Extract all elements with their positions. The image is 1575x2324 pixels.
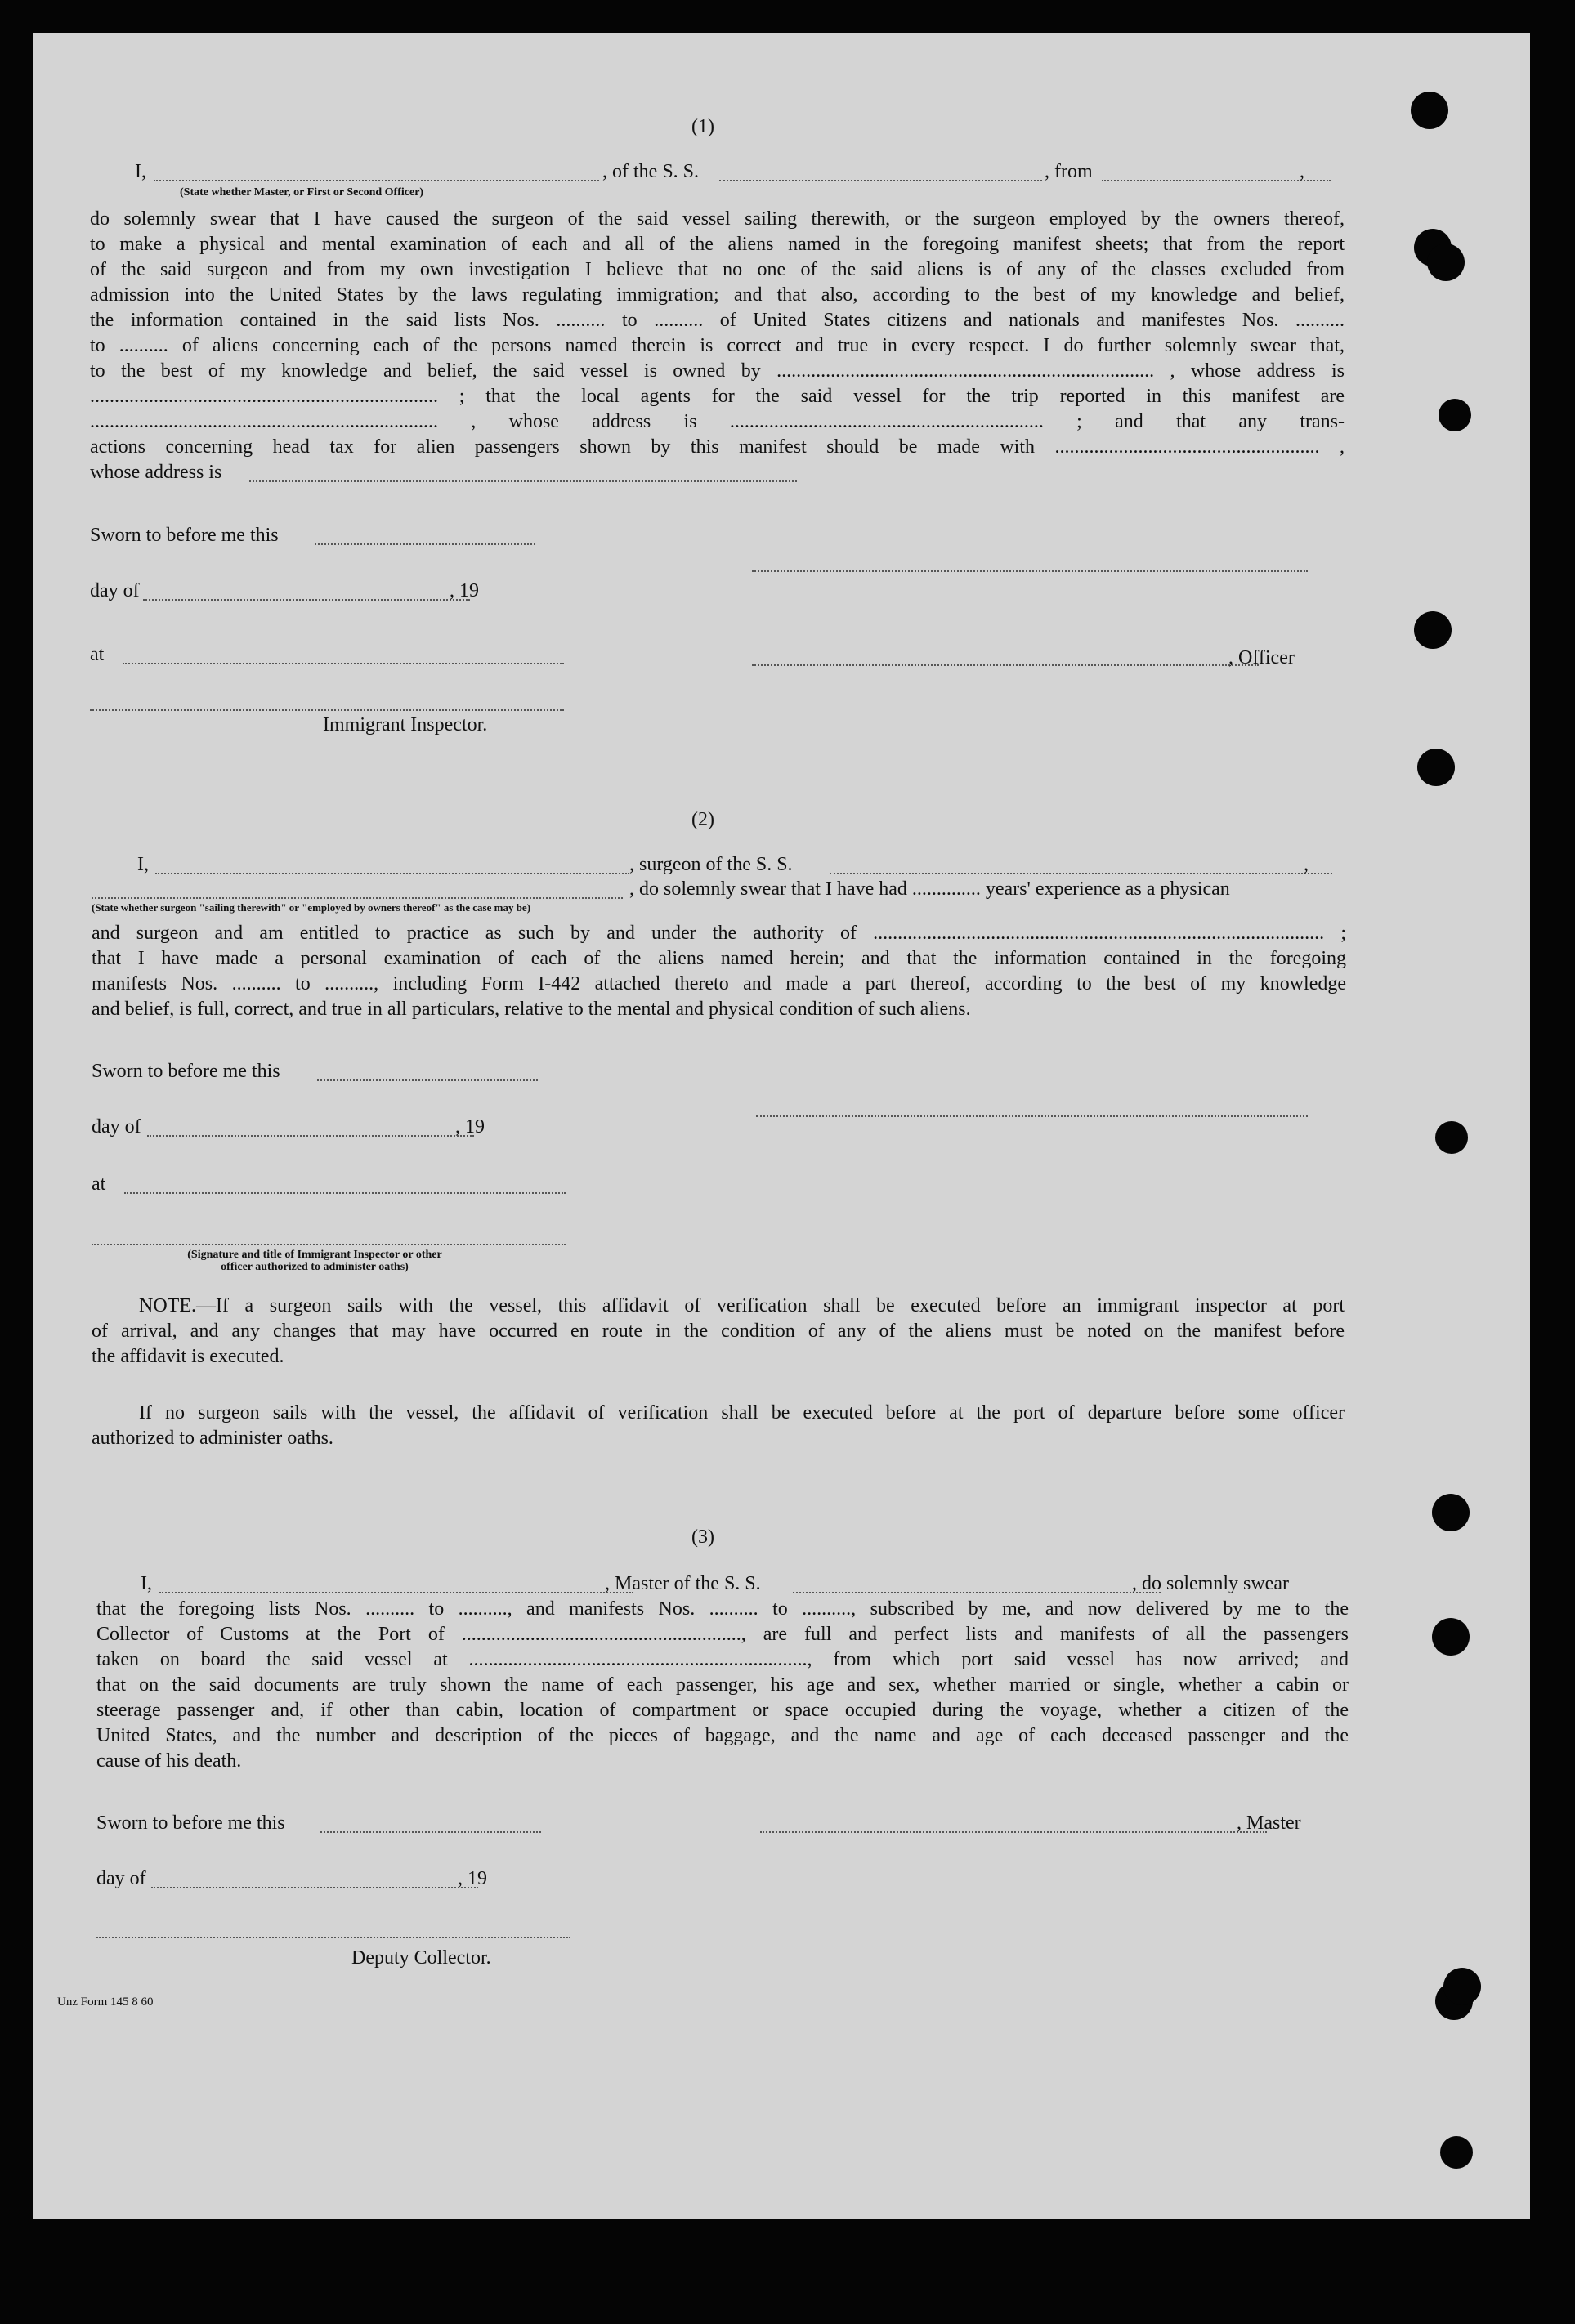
section-1-of-ss: , of the S. S. — [602, 161, 700, 182]
punch-hole — [1435, 1121, 1468, 1154]
document-page: (1) I, , of the S. S. , from , (State whether Master, or First or Second Officer) do solemnly swear that I have caused the surgeon of the said vessel sailing therewith, or the surgeon employed by the owners thereof, to make a physical and mental examination of each and all of the aliens named in the foregoing manifest sheets; that from the report of the said surgeon and from my own investigation I believe that no one of the said aliens is of any of the classes excluded from admission into the United States by the laws regulating immigration; and that also, according to the best of my knowledge and belief, the information contained in the said lists Nos. .......... to .......... of United States citizens and nationals and manifestes Nos. .......... to .......... of aliens concerning each of the persons named therein is correct and true in every respect. I do further solemnly swear that, to the best of my knowledge and belief, the said vessel is owned by ............................................................................. , whose address is ....................................................................... ; that the local agents for the said vessel for the trip reported in this manifest are ....................................................................... , whose address is ................................................................ ; and that any trans- actions concerning head tax for alien passengers shown by this manifest should be made with ...................................................... , whose address is Sworn to before me this day of , 19 at , Officer Immigrant Inspector. (2) I, , surgeon of the S. S. , , do solemnly swear that I have had .............. years' experience as a physican (State whether surgeon "sailing therewith" or "employed by owners thereof" as the case may be) and surgeon and am entitled to practice as such by and under the authority of ............................................................................................ ; that I have made a personal examination of each of the aliens named herein; and that the information contained in the foregoing manifests Nos. .......... to .........., including Form I-442 attached thereto and made a part thereof, according to the best of my knowledge and belief, is full, correct, and true in all particulars, relative to the mental and physical condition of such aliens. Sworn to before me this day of , 19 at (Signature and title of Immigrant Inspector or other officer authorized to administer oaths) NOTE.—If a surgeon sails with the vessel, this affidavit of verification shall be executed before an immigrant inspector at port of arrival, and any changes that may have occurred en route in the condition of any of the aliens must be noted on the manifest before the affidavit is executed. If no surgeon sails with the vessel, the affidavit of verification shall be executed before at the port of departure before some officer authorized to administer oaths. (3) I, , Master of the S. S. , do solemnly swear that the foregoing lists Nos. .......... to .........., and manifests Nos. .......... to .........., subscribed by me, and now delivered by me to the Collector of Customs at the Port of ........................................................., are full and perfect lists and manifests of all the passengers taken on board the said vessel at ....................................................................., from which port said vessel has now arrived; and that on the said documents are truly shown the name of each passenger, his age and sex, whether married or single, whether a cabin or steerage passenger and, if other than cabin, location of compartment or space occupied during the voyage, whether a citizen of the United States, and the number and description of the pieces of baggage, and the name and age of each deceased passenger and the cause of his death. Sworn to before me this , Master day of , 19 Deputy Collector. Unz Form 145 8 60 — [33, 33, 1530, 2219]
section-1-inspector-label: Immigrant Inspector. — [323, 714, 488, 735]
section-2-surgeon-note: (State whether surgeon "sailing therewith" or "employed by owners thereof" as the case may be) — [92, 901, 531, 914]
section-3-master-of-ss: , Master of the S. S. — [605, 1573, 761, 1594]
section-2-number: (2) — [691, 809, 714, 830]
punch-hole — [1432, 1494, 1470, 1531]
section-1-officer-note: (State whether Master, or First or Second Officer) — [180, 186, 424, 199]
punch-hole — [1417, 749, 1455, 786]
section-2-i: I, — [137, 854, 149, 875]
section-1-day-of: day of — [90, 580, 140, 601]
section-1-at: at — [90, 644, 105, 665]
punch-hole — [1443, 1968, 1481, 2005]
section-3-number: (3) — [691, 1526, 714, 1548]
section-1-sworn: Sworn to before me this — [90, 525, 279, 546]
section-1-inspector-signature — [90, 709, 564, 711]
punch-hole — [1432, 1618, 1470, 1656]
section-1-i: I, — [135, 161, 146, 182]
section-2-witness-signature — [92, 1244, 566, 1245]
punch-hole — [1414, 611, 1452, 649]
form-number: Unz Form 145 8 60 — [57, 1996, 154, 2009]
vessel-name-field — [719, 180, 1042, 181]
punch-hole — [1439, 399, 1471, 431]
section-2-surgeon-of-ss: , surgeon of the S. S. — [629, 854, 793, 875]
section-3-master-label: , Master — [1237, 1812, 1301, 1834]
surgeon-name-field — [155, 873, 629, 874]
section-2-signature-line — [756, 1115, 1308, 1117]
section-2-sig-note-1: (Signature and title of Immigrant Inspector or other — [187, 1249, 442, 1261]
section-2-at: at — [92, 1173, 106, 1195]
section-3-i: I, — [141, 1573, 152, 1594]
section-2-vessel-field — [830, 873, 1332, 874]
punch-hole — [1440, 2136, 1473, 2169]
section-1-number: (1) — [691, 116, 714, 137]
section-1-officer-label: , Officer — [1228, 647, 1295, 668]
section-1-year: , 19 — [450, 580, 479, 601]
master-name-field — [159, 1592, 633, 1593]
section-1-signature-line — [752, 570, 1308, 572]
section-2-sworn: Sworn to before me this — [92, 1061, 280, 1082]
section-2-year: , 19 — [455, 1116, 485, 1137]
departure-port-field — [1102, 180, 1331, 181]
officer-name-field — [154, 180, 599, 181]
section-3-swear: , do solemnly swear — [1132, 1573, 1289, 1594]
section-2-day-of: day of — [92, 1116, 141, 1137]
punch-hole — [1427, 244, 1465, 281]
section-3-day-of: day of — [96, 1868, 146, 1889]
section-2-swear-line: , do solemnly swear that I have had .............. years' experience as a physican — [629, 878, 1230, 900]
section-3-collector-label: Deputy Collector. — [351, 1947, 491, 1969]
section-3-vessel-field — [793, 1592, 1161, 1593]
section-2-sig-note-2: officer authorized to administer oaths) — [221, 1261, 409, 1273]
section-3-master-signature-line — [760, 1831, 1267, 1833]
section-3-collector-signature — [96, 1937, 570, 1938]
section-3-year: , 19 — [458, 1868, 487, 1889]
punch-hole — [1411, 92, 1448, 129]
section-1-from: , from — [1045, 161, 1093, 182]
section-3-sworn: Sworn to before me this — [96, 1812, 285, 1834]
